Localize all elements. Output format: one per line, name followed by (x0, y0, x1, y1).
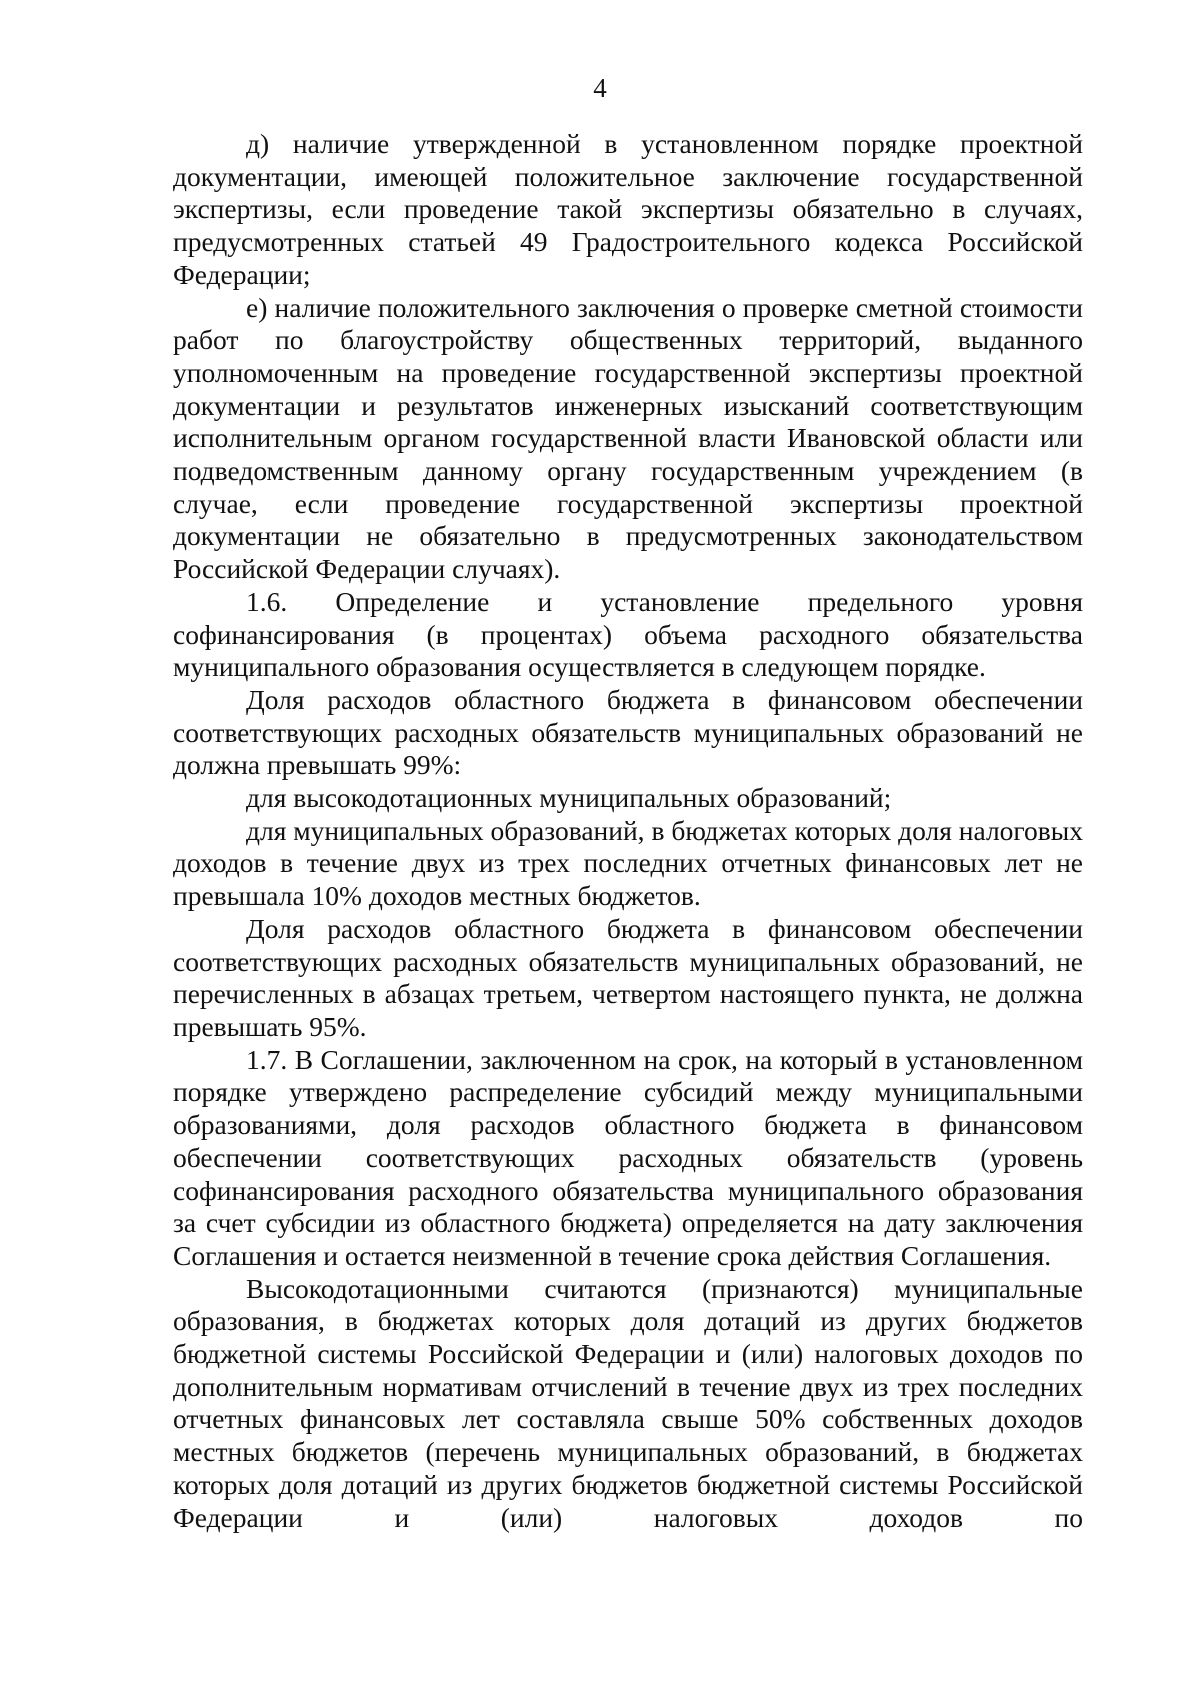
document-body (173, 128, 1083, 1534)
paragraph-list-item-tax-income: для муниципальных образований, в бюджетах которых доля налоговых доходов в течение двух из трех последних отчетных финансовых лет не превышала 10% доходов местных бюджетов. (173, 814, 1083, 912)
paragraph-share-99: Доля расходов областного бюджета в финансовом обеспечении соответствующих расходных обязательств муниципальных образований не должна превышать 99%: (173, 683, 1083, 781)
paragraph-list-item-high-subsidy: для высокодотационных муниципальных образований; (246, 782, 892, 814)
paragraph-section-1-6: 1.6. Определение и установление предельного уровня софинансирования (в процентах) объема расходного обязательства муниципального образования осуществляется в следующем порядке. (173, 585, 1083, 683)
paragraph-section-1-7: 1.7. В Соглашении, заключенном на срок, на который в установленном порядке утверждено распределение субсидий между муниципальными образованиями, доля расходов областного бюджета в финансовом обеспечении соответствующих расходных обязательств (уровень софинансирования расходного обязательства муниципального образования за счет субсидии из областного бюджета) определяется на дату заключения Соглашения и остается неизменной в течение срока действия Соглашения. (173, 1043, 1083, 1271)
paragraph-item-e: е) наличие положительного заключения о проверке сметной стоимости работ по благоустройству общественных территорий, выданного уполномоченным на проведение государственной экспертизы проектной документации и результатов инженерных изысканий соответствующим исполнительным органом государственной власти Ивановской области или подведомственным данному органу государственным учреждением (в случае, если проведение государственной экспертизы проектной документации не обязательно в предусмотренных законодательством Российской Федерации случаях). (173, 291, 1083, 585)
paragraph-share-95: Доля расходов областного бюджета в финансовом обеспечении соответствующих расходных обязательств муниципальных образований, не перечисленных в абзацах третьем, четвертом настоящего пункта, не должна превышать 95%. (173, 912, 1083, 1042)
paragraph-item-d: д) наличие утвержденной в установленном порядке проектной документации, имеющей положительное заключение государственной экспертизы, если проведение такой экспертизы обязательно в случаях, предусмотренных статьей 49 Градостроительного кодекса Российской Федерации; (173, 128, 1083, 290)
paragraph-high-subsidy-definition: Высокодотационными считаются (признаются) муниципальные образования, в бюджетах которых доля дотаций из других бюджетов бюджетной системы Российской Федерации и (или) налоговых доходов по дополнительным нормативам отчислений в течение двух из трех последних отчетных финансовых лет составляла свыше 50% собственных доходов местных бюджетов (перечень муниципальных образований, в бюджетах которых доля дотаций из других бюджетов бюджетной системы Российской Федерации и (или) налоговых доходов по (173, 1272, 1083, 1533)
page-number: 4 (593, 73, 607, 103)
